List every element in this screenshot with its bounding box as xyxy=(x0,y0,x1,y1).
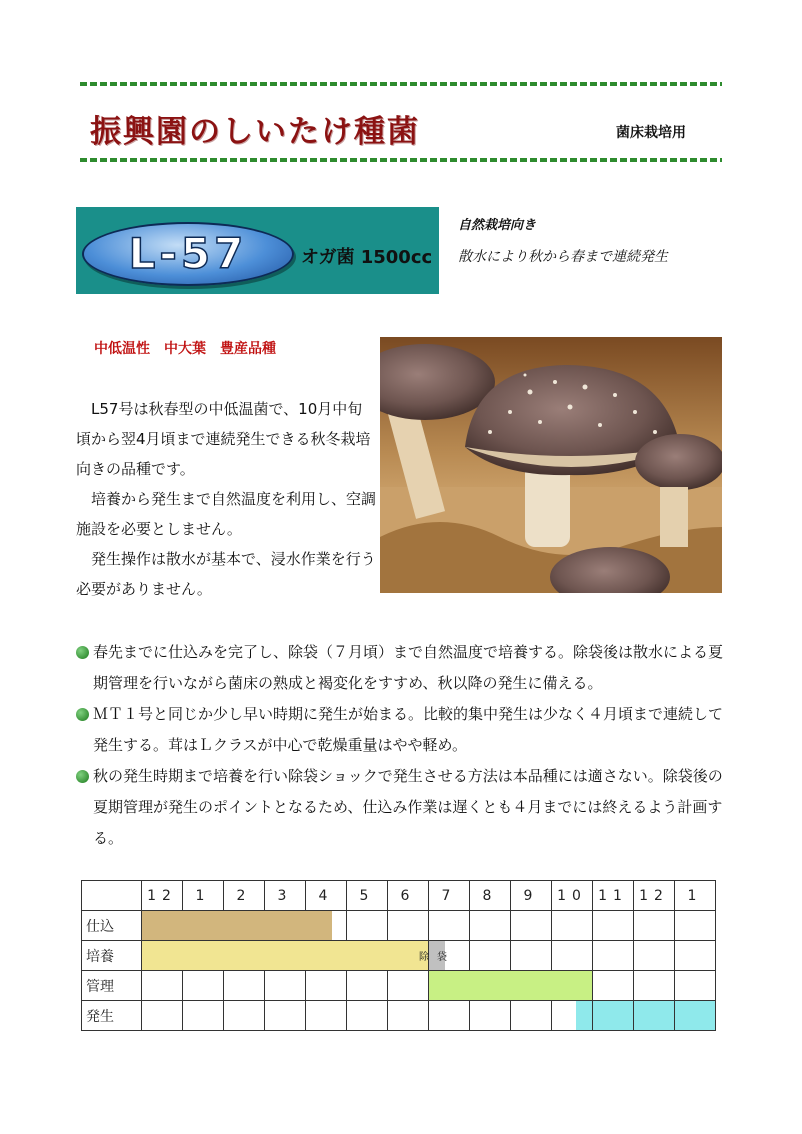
month-header: 8 xyxy=(470,881,511,911)
month-header: 11 xyxy=(593,881,634,911)
bullet-text: 春先までに仕込みを完了し、除袋（７月頃）まで自然温度で培養する。除袋後は散水による夏期管理を行いながら菌床の熟成と褐変化をすすめ、秋以降の発生に備える。 xyxy=(93,643,724,692)
schedule-table xyxy=(81,880,716,1031)
month-header: 5 xyxy=(347,881,388,911)
month-header: 9 xyxy=(511,881,552,911)
note-line-1: 自然栽培向き xyxy=(458,218,537,233)
bullet-text: ＭＴ１号と同じか少し早い時期に発生が始まる。比較的集中発生は少なく４月頃まで連続して発生する。茸はＬクラスが中心で乾燥重量はやや軽め。 xyxy=(93,705,724,754)
list-item xyxy=(76,699,726,761)
description xyxy=(76,394,376,604)
month-header: 6 xyxy=(388,881,429,911)
month-header: 10 xyxy=(552,881,593,911)
list-item xyxy=(76,761,726,854)
jotai-note: 除袋 xyxy=(419,952,455,963)
bullet-list xyxy=(76,637,726,854)
row-label: 発生 xyxy=(82,1001,142,1031)
month-header: 1 xyxy=(183,881,224,911)
table-row-kanri xyxy=(82,971,716,1001)
green-bullet-icon xyxy=(76,708,89,721)
mushroom-photo xyxy=(380,337,722,593)
description-paragraph: 培養から発生まで自然温度を利用し、空調施設を必要としません。 xyxy=(76,490,377,538)
table-row-shikomi xyxy=(82,911,716,941)
period-shikomi xyxy=(142,911,347,941)
table-row-baiyou xyxy=(82,941,716,971)
period-hassei xyxy=(634,1001,675,1031)
product-code: L-57 xyxy=(128,229,248,278)
green-bullet-icon xyxy=(76,646,89,659)
bottom-divider xyxy=(80,158,722,162)
description-paragraph: 発生操作は散水が基本で、浸水作業を行う必要がありません。 xyxy=(76,550,376,598)
period-hassei xyxy=(593,1001,634,1031)
period-jotai xyxy=(419,941,470,971)
note-line-2: 散水により秋から春まで連続発生 xyxy=(458,249,668,265)
description-paragraph: L57号は秋春型の中低温菌で、10月中旬頃から翌4月頃まで連続発生できる秋冬栽培向きの品種です。 xyxy=(76,400,371,478)
month-header: 4 xyxy=(306,881,347,911)
period-hassei-start xyxy=(552,1001,593,1031)
page-title: 振興園のしいたけ種菌 xyxy=(90,114,420,150)
product-banner xyxy=(76,207,439,294)
row-label: 仕込 xyxy=(82,911,142,941)
list-item xyxy=(76,637,726,699)
row-label: 管理 xyxy=(82,971,142,1001)
product-code-badge xyxy=(82,222,294,286)
bullet-text: 秋の発生時期まで培養を行い除袋ショックで発生させる方法は本品種には適さない。除袋後の夏期管理が発生のポイントとなるため、仕込み作業は遅くとも４月までには終えるよう計画する。 xyxy=(93,767,723,847)
top-divider xyxy=(80,82,722,86)
month-header: 1 xyxy=(675,881,716,911)
table-row-hassei xyxy=(82,1001,716,1031)
month-header: 12 xyxy=(634,881,675,911)
traits: 中低温性 中大葉 豊産品種 xyxy=(94,341,276,357)
period-hassei xyxy=(675,1001,716,1031)
period-baiyou xyxy=(142,941,429,971)
product-label: オガ菌 1500cc xyxy=(301,247,433,268)
page-subtitle: 菌床栽培用 xyxy=(616,125,686,141)
green-bullet-icon xyxy=(76,770,89,783)
row-label: 培養 xyxy=(82,941,142,971)
period-kanri xyxy=(429,971,593,1001)
month-header: 2 xyxy=(224,881,265,911)
table-header-row xyxy=(82,881,716,911)
month-header: 7 xyxy=(429,881,470,911)
month-header: 3 xyxy=(265,881,306,911)
month-header: 12 xyxy=(142,881,183,911)
corner-cell xyxy=(82,881,142,911)
